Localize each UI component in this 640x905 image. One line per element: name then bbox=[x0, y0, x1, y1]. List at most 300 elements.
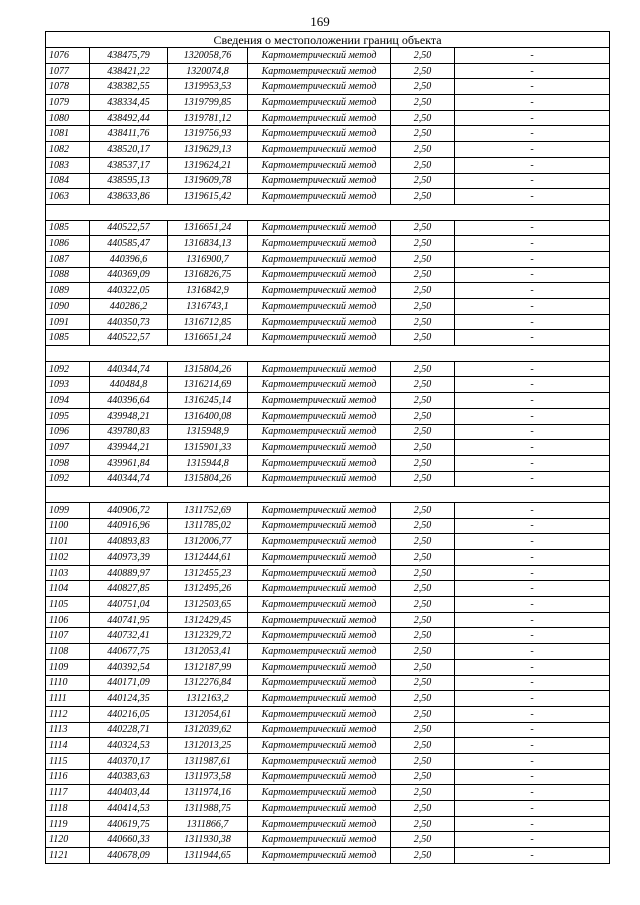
description-cell: - bbox=[455, 628, 610, 644]
method-cell: Картометрический метод bbox=[248, 659, 391, 675]
method-cell: Картометрический метод bbox=[248, 48, 391, 64]
description-cell: - bbox=[455, 644, 610, 660]
table-row bbox=[46, 393, 610, 409]
x-coordinate-cell: 438595,13 bbox=[90, 173, 168, 189]
method-cell: Картометрический метод bbox=[248, 738, 391, 754]
accuracy-cell: 2,50 bbox=[391, 581, 455, 597]
table-row bbox=[46, 142, 610, 158]
x-coordinate-cell: 440403,44 bbox=[90, 785, 168, 801]
description-cell: - bbox=[455, 236, 610, 252]
method-cell: Картометрический метод bbox=[248, 142, 391, 158]
description-cell: - bbox=[455, 173, 610, 189]
accuracy-cell: 2,50 bbox=[391, 471, 455, 487]
accuracy-cell: 2,50 bbox=[391, 753, 455, 769]
description-cell: - bbox=[455, 534, 610, 550]
table-row bbox=[46, 424, 610, 440]
accuracy-cell: 2,50 bbox=[391, 832, 455, 848]
x-coordinate-cell: 438520,17 bbox=[90, 142, 168, 158]
point-number-cell: 1108 bbox=[46, 644, 90, 660]
x-coordinate-cell: 440286,2 bbox=[90, 299, 168, 315]
table-row bbox=[46, 628, 610, 644]
method-cell: Картометрический метод bbox=[248, 801, 391, 817]
table-row bbox=[46, 644, 610, 660]
method-cell: Картометрический метод bbox=[248, 691, 391, 707]
description-cell: - bbox=[455, 753, 610, 769]
method-cell: Картометрический метод bbox=[248, 565, 391, 581]
accuracy-cell: 2,50 bbox=[391, 189, 455, 205]
point-number-cell: 1120 bbox=[46, 832, 90, 848]
point-number-cell: 1112 bbox=[46, 706, 90, 722]
y-coordinate-cell: 1319609,78 bbox=[168, 173, 248, 189]
method-cell: Картометрический метод bbox=[248, 848, 391, 864]
x-coordinate-cell: 440344,74 bbox=[90, 471, 168, 487]
point-number-cell: 1103 bbox=[46, 565, 90, 581]
description-cell: - bbox=[455, 95, 610, 111]
description-cell: - bbox=[455, 848, 610, 864]
point-number-cell: 1092 bbox=[46, 471, 90, 487]
table-row bbox=[46, 706, 610, 722]
accuracy-cell: 2,50 bbox=[391, 785, 455, 801]
x-coordinate-cell: 440522,57 bbox=[90, 220, 168, 236]
method-cell: Картометрический метод bbox=[248, 753, 391, 769]
method-cell: Картометрический метод bbox=[248, 314, 391, 330]
x-coordinate-cell: 440893,83 bbox=[90, 534, 168, 550]
description-cell: - bbox=[455, 267, 610, 283]
table-row bbox=[46, 361, 610, 377]
accuracy-cell: 2,50 bbox=[391, 518, 455, 534]
point-number-cell: 1093 bbox=[46, 377, 90, 393]
table-row bbox=[46, 79, 610, 95]
point-number-cell: 1100 bbox=[46, 518, 90, 534]
point-number-cell: 1085 bbox=[46, 220, 90, 236]
y-coordinate-cell: 1315948,9 bbox=[168, 424, 248, 440]
table-row bbox=[46, 440, 610, 456]
description-cell: - bbox=[455, 518, 610, 534]
x-coordinate-cell: 439961,84 bbox=[90, 455, 168, 471]
table-row bbox=[46, 753, 610, 769]
method-cell: Картометрический метод bbox=[248, 393, 391, 409]
accuracy-cell: 2,50 bbox=[391, 299, 455, 315]
description-cell: - bbox=[455, 377, 610, 393]
y-coordinate-cell: 1311930,38 bbox=[168, 832, 248, 848]
y-coordinate-cell: 1316651,24 bbox=[168, 220, 248, 236]
method-cell: Картометрический метод bbox=[248, 518, 391, 534]
y-coordinate-cell: 1316826,75 bbox=[168, 267, 248, 283]
description-cell: - bbox=[455, 424, 610, 440]
method-cell: Картометрический метод bbox=[248, 377, 391, 393]
y-coordinate-cell: 1312495,26 bbox=[168, 581, 248, 597]
accuracy-cell: 2,50 bbox=[391, 534, 455, 550]
x-coordinate-cell: 440228,71 bbox=[90, 722, 168, 738]
point-number-cell: 1113 bbox=[46, 722, 90, 738]
y-coordinate-cell: 1319953,53 bbox=[168, 79, 248, 95]
y-coordinate-cell: 1316245,14 bbox=[168, 393, 248, 409]
description-cell: - bbox=[455, 706, 610, 722]
x-coordinate-cell: 438382,55 bbox=[90, 79, 168, 95]
y-coordinate-cell: 1311752,69 bbox=[168, 502, 248, 518]
accuracy-cell: 2,50 bbox=[391, 142, 455, 158]
description-cell: - bbox=[455, 283, 610, 299]
y-coordinate-cell: 1312329,72 bbox=[168, 628, 248, 644]
table-row bbox=[46, 95, 610, 111]
method-cell: Картометрический метод bbox=[248, 330, 391, 346]
x-coordinate-cell: 440660,33 bbox=[90, 832, 168, 848]
y-coordinate-cell: 1316834,13 bbox=[168, 236, 248, 252]
point-number-cell: 1116 bbox=[46, 769, 90, 785]
y-coordinate-cell: 1319781,12 bbox=[168, 110, 248, 126]
accuracy-cell: 2,50 bbox=[391, 251, 455, 267]
point-number-cell: 1111 bbox=[46, 691, 90, 707]
table-row bbox=[46, 675, 610, 691]
method-cell: Картометрический метод bbox=[248, 612, 391, 628]
description-cell: - bbox=[455, 471, 610, 487]
accuracy-cell: 2,50 bbox=[391, 628, 455, 644]
method-cell: Картометрический метод bbox=[248, 361, 391, 377]
y-coordinate-cell: 1319756,93 bbox=[168, 126, 248, 142]
method-cell: Картометрический метод bbox=[248, 267, 391, 283]
method-cell: Картометрический метод bbox=[248, 769, 391, 785]
y-coordinate-cell: 1312503,65 bbox=[168, 597, 248, 613]
group-separator-cell bbox=[46, 346, 610, 362]
x-coordinate-cell: 440383,63 bbox=[90, 769, 168, 785]
y-coordinate-cell: 1316900,7 bbox=[168, 251, 248, 267]
y-coordinate-cell: 1319615,42 bbox=[168, 189, 248, 205]
y-coordinate-cell: 1312429,45 bbox=[168, 612, 248, 628]
description-cell: - bbox=[455, 63, 610, 79]
boundary-coordinates-table bbox=[45, 31, 610, 864]
table-row bbox=[46, 816, 610, 832]
description-cell: - bbox=[455, 581, 610, 597]
point-number-cell: 1118 bbox=[46, 801, 90, 817]
x-coordinate-cell: 440751,04 bbox=[90, 597, 168, 613]
x-coordinate-cell: 439780,83 bbox=[90, 424, 168, 440]
y-coordinate-cell: 1316842,9 bbox=[168, 283, 248, 299]
point-number-cell: 1084 bbox=[46, 173, 90, 189]
x-coordinate-cell: 440396,6 bbox=[90, 251, 168, 267]
x-coordinate-cell: 438537,17 bbox=[90, 157, 168, 173]
method-cell: Картометрический метод bbox=[248, 471, 391, 487]
y-coordinate-cell: 1316651,24 bbox=[168, 330, 248, 346]
y-coordinate-cell: 1311987,61 bbox=[168, 753, 248, 769]
table-row bbox=[46, 691, 610, 707]
method-cell: Картометрический метод bbox=[248, 424, 391, 440]
description-cell: - bbox=[455, 565, 610, 581]
x-coordinate-cell: 440370,17 bbox=[90, 753, 168, 769]
point-number-cell: 1098 bbox=[46, 455, 90, 471]
table-row bbox=[46, 581, 610, 597]
accuracy-cell: 2,50 bbox=[391, 157, 455, 173]
point-number-cell: 1087 bbox=[46, 251, 90, 267]
description-cell: - bbox=[455, 220, 610, 236]
table-row bbox=[46, 848, 610, 864]
x-coordinate-cell: 440171,09 bbox=[90, 675, 168, 691]
method-cell: Картометрический метод bbox=[248, 408, 391, 424]
x-coordinate-cell: 440324,53 bbox=[90, 738, 168, 754]
point-number-cell: 1081 bbox=[46, 126, 90, 142]
table-row bbox=[46, 455, 610, 471]
accuracy-cell: 2,50 bbox=[391, 612, 455, 628]
x-coordinate-cell: 440585,47 bbox=[90, 236, 168, 252]
accuracy-cell: 2,50 bbox=[391, 706, 455, 722]
accuracy-cell: 2,50 bbox=[391, 110, 455, 126]
description-cell: - bbox=[455, 48, 610, 64]
x-coordinate-cell: 440619,75 bbox=[90, 816, 168, 832]
accuracy-cell: 2,50 bbox=[391, 691, 455, 707]
accuracy-cell: 2,50 bbox=[391, 126, 455, 142]
point-number-cell: 1089 bbox=[46, 283, 90, 299]
method-cell: Картометрический метод bbox=[248, 189, 391, 205]
accuracy-cell: 2,50 bbox=[391, 816, 455, 832]
x-coordinate-cell: 438633,86 bbox=[90, 189, 168, 205]
method-cell: Картометрический метод bbox=[248, 706, 391, 722]
method-cell: Картометрический метод bbox=[248, 502, 391, 518]
y-coordinate-cell: 1320058,76 bbox=[168, 48, 248, 64]
point-number-cell: 1092 bbox=[46, 361, 90, 377]
x-coordinate-cell: 440344,74 bbox=[90, 361, 168, 377]
x-coordinate-cell: 440827,85 bbox=[90, 581, 168, 597]
method-cell: Картометрический метод bbox=[248, 675, 391, 691]
accuracy-cell: 2,50 bbox=[391, 550, 455, 566]
accuracy-cell: 2,50 bbox=[391, 455, 455, 471]
table-row bbox=[46, 251, 610, 267]
method-cell: Картометрический метод bbox=[248, 220, 391, 236]
description-cell: - bbox=[455, 675, 610, 691]
method-cell: Картометрический метод bbox=[248, 722, 391, 738]
point-number-cell: 1078 bbox=[46, 79, 90, 95]
method-cell: Картометрический метод bbox=[248, 251, 391, 267]
table-row bbox=[46, 722, 610, 738]
description-cell: - bbox=[455, 550, 610, 566]
method-cell: Картометрический метод bbox=[248, 283, 391, 299]
x-coordinate-cell: 440392,54 bbox=[90, 659, 168, 675]
description-cell: - bbox=[455, 691, 610, 707]
y-coordinate-cell: 1315804,26 bbox=[168, 361, 248, 377]
y-coordinate-cell: 1316214,69 bbox=[168, 377, 248, 393]
table-row bbox=[46, 126, 610, 142]
y-coordinate-cell: 1319624,21 bbox=[168, 157, 248, 173]
method-cell: Картометрический метод bbox=[248, 628, 391, 644]
accuracy-cell: 2,50 bbox=[391, 283, 455, 299]
y-coordinate-cell: 1311944,65 bbox=[168, 848, 248, 864]
table-row bbox=[46, 110, 610, 126]
description-cell: - bbox=[455, 110, 610, 126]
table-title: Сведения о местоположении границ объекта bbox=[46, 32, 610, 48]
x-coordinate-cell: 440216,05 bbox=[90, 706, 168, 722]
accuracy-cell: 2,50 bbox=[391, 236, 455, 252]
y-coordinate-cell: 1311785,02 bbox=[168, 518, 248, 534]
y-coordinate-cell: 1316743,1 bbox=[168, 299, 248, 315]
y-coordinate-cell: 1312455,23 bbox=[168, 565, 248, 581]
point-number-cell: 1104 bbox=[46, 581, 90, 597]
point-number-cell: 1085 bbox=[46, 330, 90, 346]
accuracy-cell: 2,50 bbox=[391, 377, 455, 393]
x-coordinate-cell: 438421,22 bbox=[90, 63, 168, 79]
table-row bbox=[46, 612, 610, 628]
table-row bbox=[46, 283, 610, 299]
table-row bbox=[46, 330, 610, 346]
x-coordinate-cell: 438334,45 bbox=[90, 95, 168, 111]
table-row bbox=[46, 173, 610, 189]
point-number-cell: 1117 bbox=[46, 785, 90, 801]
accuracy-cell: 2,50 bbox=[391, 408, 455, 424]
y-coordinate-cell: 1312054,61 bbox=[168, 706, 248, 722]
y-coordinate-cell: 1312006,77 bbox=[168, 534, 248, 550]
accuracy-cell: 2,50 bbox=[391, 565, 455, 581]
description-cell: - bbox=[455, 126, 610, 142]
description-cell: - bbox=[455, 361, 610, 377]
accuracy-cell: 2,50 bbox=[391, 63, 455, 79]
method-cell: Картометрический метод bbox=[248, 832, 391, 848]
x-coordinate-cell: 440678,09 bbox=[90, 848, 168, 864]
method-cell: Картометрический метод bbox=[248, 126, 391, 142]
y-coordinate-cell: 1312444,61 bbox=[168, 550, 248, 566]
point-number-cell: 1105 bbox=[46, 597, 90, 613]
method-cell: Картометрический метод bbox=[248, 63, 391, 79]
accuracy-cell: 2,50 bbox=[391, 801, 455, 817]
y-coordinate-cell: 1311974,16 bbox=[168, 785, 248, 801]
accuracy-cell: 2,50 bbox=[391, 220, 455, 236]
description-cell: - bbox=[455, 157, 610, 173]
description-cell: - bbox=[455, 816, 610, 832]
table-row bbox=[46, 832, 610, 848]
accuracy-cell: 2,50 bbox=[391, 173, 455, 189]
point-number-cell: 1106 bbox=[46, 612, 90, 628]
table-row bbox=[46, 408, 610, 424]
point-number-cell: 1097 bbox=[46, 440, 90, 456]
y-coordinate-cell: 1311866,7 bbox=[168, 816, 248, 832]
accuracy-cell: 2,50 bbox=[391, 267, 455, 283]
y-coordinate-cell: 1312053,41 bbox=[168, 644, 248, 660]
method-cell: Картометрический метод bbox=[248, 455, 391, 471]
accuracy-cell: 2,50 bbox=[391, 848, 455, 864]
point-number-cell: 1101 bbox=[46, 534, 90, 550]
method-cell: Картометрический метод bbox=[248, 440, 391, 456]
y-coordinate-cell: 1315901,33 bbox=[168, 440, 248, 456]
table-row bbox=[46, 518, 610, 534]
y-coordinate-cell: 1312276,84 bbox=[168, 675, 248, 691]
point-number-cell: 1090 bbox=[46, 299, 90, 315]
point-number-cell: 1107 bbox=[46, 628, 90, 644]
accuracy-cell: 2,50 bbox=[391, 659, 455, 675]
description-cell: - bbox=[455, 440, 610, 456]
point-number-cell: 1094 bbox=[46, 393, 90, 409]
accuracy-cell: 2,50 bbox=[391, 330, 455, 346]
description-cell: - bbox=[455, 597, 610, 613]
description-cell: - bbox=[455, 785, 610, 801]
point-number-cell: 1099 bbox=[46, 502, 90, 518]
method-cell: Картометрический метод bbox=[248, 236, 391, 252]
x-coordinate-cell: 440369,09 bbox=[90, 267, 168, 283]
x-coordinate-cell: 438475,79 bbox=[90, 48, 168, 64]
point-number-cell: 1102 bbox=[46, 550, 90, 566]
page-number: 169 bbox=[310, 14, 330, 29]
accuracy-cell: 2,50 bbox=[391, 79, 455, 95]
group-separator-cell bbox=[46, 487, 610, 503]
point-number-cell: 1083 bbox=[46, 157, 90, 173]
y-coordinate-cell: 1315944,8 bbox=[168, 455, 248, 471]
y-coordinate-cell: 1320074,8 bbox=[168, 63, 248, 79]
method-cell: Картометрический метод bbox=[248, 79, 391, 95]
table-row bbox=[46, 550, 610, 566]
x-coordinate-cell: 440350,73 bbox=[90, 314, 168, 330]
method-cell: Картометрический метод bbox=[248, 110, 391, 126]
table-row bbox=[46, 220, 610, 236]
description-cell: - bbox=[455, 502, 610, 518]
description-cell: - bbox=[455, 769, 610, 785]
method-cell: Картометрический метод bbox=[248, 95, 391, 111]
x-coordinate-cell: 440973,39 bbox=[90, 550, 168, 566]
x-coordinate-cell: 440322,05 bbox=[90, 283, 168, 299]
y-coordinate-cell: 1316400,08 bbox=[168, 408, 248, 424]
point-number-cell: 1121 bbox=[46, 848, 90, 864]
x-coordinate-cell: 440916,96 bbox=[90, 518, 168, 534]
description-cell: - bbox=[455, 659, 610, 675]
point-number-cell: 1080 bbox=[46, 110, 90, 126]
description-cell: - bbox=[455, 408, 610, 424]
y-coordinate-cell: 1311988,75 bbox=[168, 801, 248, 817]
accuracy-cell: 2,50 bbox=[391, 393, 455, 409]
table-row bbox=[46, 785, 610, 801]
method-cell: Картометрический метод bbox=[248, 550, 391, 566]
y-coordinate-cell: 1315804,26 bbox=[168, 471, 248, 487]
point-number-cell: 1086 bbox=[46, 236, 90, 252]
point-number-cell: 1082 bbox=[46, 142, 90, 158]
point-number-cell: 1077 bbox=[46, 63, 90, 79]
table-row bbox=[46, 63, 610, 79]
point-number-cell: 1079 bbox=[46, 95, 90, 111]
description-cell: - bbox=[455, 455, 610, 471]
table-row bbox=[46, 236, 610, 252]
table-row bbox=[46, 659, 610, 675]
accuracy-cell: 2,50 bbox=[391, 722, 455, 738]
x-coordinate-cell: 440484,8 bbox=[90, 377, 168, 393]
method-cell: Картометрический метод bbox=[248, 581, 391, 597]
method-cell: Картометрический метод bbox=[248, 173, 391, 189]
y-coordinate-cell: 1316712,85 bbox=[168, 314, 248, 330]
table-row bbox=[46, 267, 610, 283]
accuracy-cell: 2,50 bbox=[391, 361, 455, 377]
x-coordinate-cell: 440396,64 bbox=[90, 393, 168, 409]
point-number-cell: 1088 bbox=[46, 267, 90, 283]
y-coordinate-cell: 1312039,62 bbox=[168, 722, 248, 738]
description-cell: - bbox=[455, 299, 610, 315]
table-row bbox=[46, 189, 610, 205]
description-cell: - bbox=[455, 251, 610, 267]
x-coordinate-cell: 440741,95 bbox=[90, 612, 168, 628]
group-separator-cell bbox=[46, 204, 610, 220]
table-row bbox=[46, 48, 610, 64]
y-coordinate-cell: 1311973,58 bbox=[168, 769, 248, 785]
point-number-cell: 1115 bbox=[46, 753, 90, 769]
table-row bbox=[46, 377, 610, 393]
y-coordinate-cell: 1312163,2 bbox=[168, 691, 248, 707]
x-coordinate-cell: 438492,44 bbox=[90, 110, 168, 126]
x-coordinate-cell: 440732,41 bbox=[90, 628, 168, 644]
accuracy-cell: 2,50 bbox=[391, 424, 455, 440]
table-title-row bbox=[46, 32, 610, 48]
description-cell: - bbox=[455, 79, 610, 95]
point-number-cell: 1109 bbox=[46, 659, 90, 675]
x-coordinate-cell: 440889,97 bbox=[90, 565, 168, 581]
method-cell: Картометрический метод bbox=[248, 597, 391, 613]
description-cell: - bbox=[455, 330, 610, 346]
description-cell: - bbox=[455, 801, 610, 817]
table-row bbox=[46, 801, 610, 817]
accuracy-cell: 2,50 bbox=[391, 314, 455, 330]
table-row bbox=[46, 565, 610, 581]
accuracy-cell: 2,50 bbox=[391, 738, 455, 754]
accuracy-cell: 2,50 bbox=[391, 644, 455, 660]
